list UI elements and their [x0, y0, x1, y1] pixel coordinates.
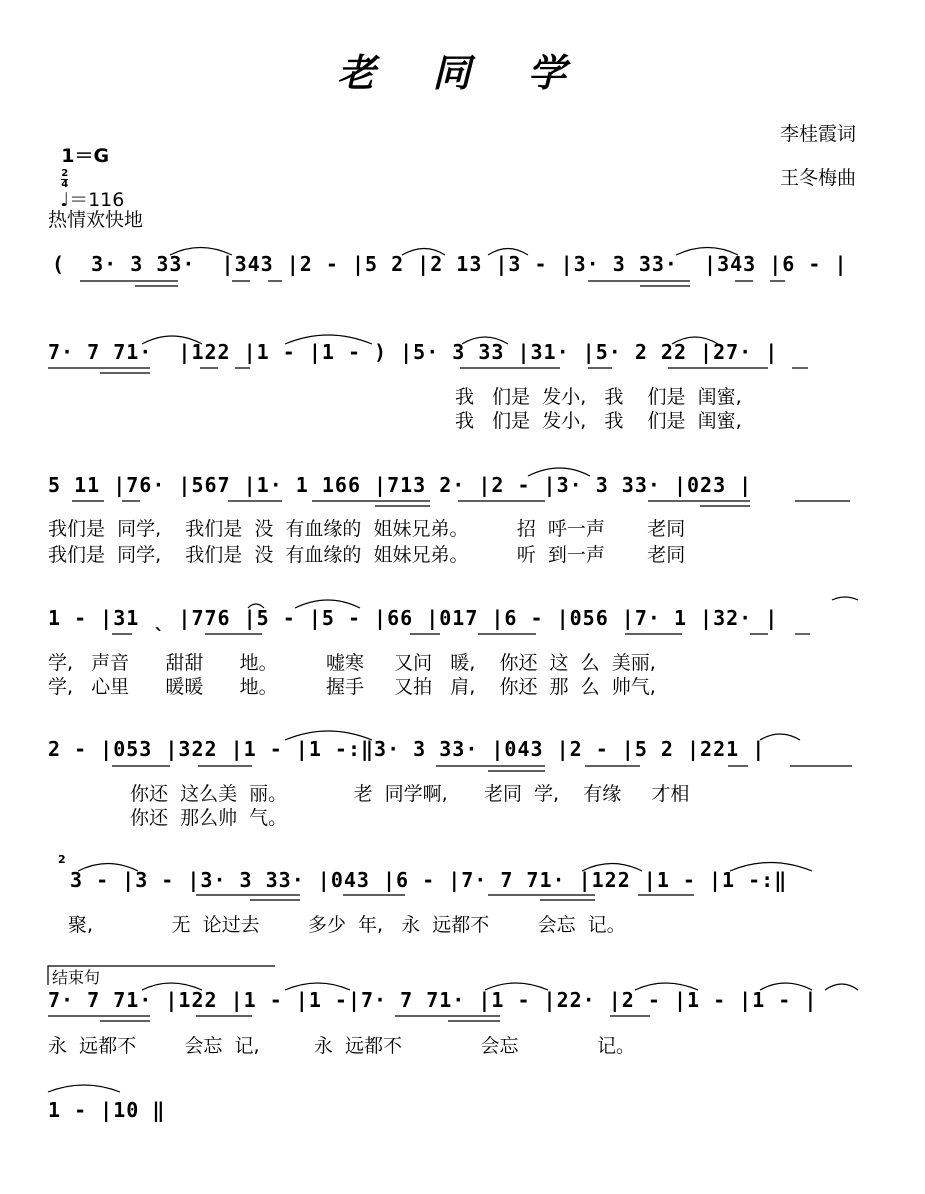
tempo-value: ＝116: [69, 189, 125, 211]
staff-line-1-notes: ( 3· 3 33· |343 |2 - |5 2 |2 13 |3 - |3· 3 33· |343 |6 - |: [52, 252, 848, 276]
staff-line-2-lyrics-1: 我 们是 发小, 我 们是 闺蜜,: [455, 386, 742, 408]
staff-line-3-lyrics-1: 我们是 同学, 我们是 没 有血缘的 姐妹兄弟。 招 呼一声 老同: [48, 518, 686, 540]
staff-line-7-notes: 7· 7 71· |122 |1 - |1 -|7· 7 71· |1 - |22· |2 - |1 - |1 - |: [48, 988, 818, 1012]
staff-line-5-lyrics-1: 你还 这么美 丽。 老 同学啊, 老同 学, 有缘 才相: [130, 783, 690, 805]
expression-marking: 热情欢快地: [48, 209, 144, 231]
staff-line-5-notes: 2 - |053 |322 |1 - |1 -:‖3· 3 33· |043 |2 - |5 2 |221 |: [48, 737, 766, 761]
key-label: 1＝G: [61, 145, 110, 167]
staff-line-6-notes: 3 - |3 - |3· 3 33· |043 |6 - |7· 7 71· |122 |1 - |1 -:‖: [70, 868, 788, 892]
staff-line-4-lyrics-1: 学, 声音 甜甜 地。 嘘寒 又问 暖, 你还 这 么 美丽,: [48, 652, 656, 674]
song-title: 老 同 学: [337, 50, 588, 95]
ending-label: 结束句: [52, 968, 101, 987]
staff-line-3-lyrics-2: 我们是 同学, 我们是 没 有血缘的 姐妹兄弟。 听 到一声 老同: [48, 544, 686, 566]
staff-line-7-lyrics-1: 永 远都不 会忘 记, 永 远都不 会忘 记。: [48, 1035, 635, 1057]
staff-line-5-lyrics-2: 你还 那么帅 气。: [130, 807, 288, 829]
staff-line-4-notes: 1 - |31 ˎ |776 |5 - |5 - |66 |017 |6 - |056 |7· 1 |32· |: [48, 606, 779, 630]
staff-line-2-lyrics-2: 我 们是 发小, 我 们是 闺蜜,: [455, 410, 742, 432]
composer-credit: 王冬梅曲: [780, 167, 857, 189]
staff-line-2-notes: 7· 7 71· |122 |1 - |1 - ) |5· 3 33 |31· |5· 2 22 |27· |: [48, 340, 779, 364]
staff-line-4-lyrics-2: 学, 心里 暖暖 地。 握手 又拍 肩, 你还 那 么 帅气,: [48, 676, 656, 698]
staff-line-8-notes: 1 - |10 ‖: [48, 1098, 166, 1122]
staff-line-3-notes: 5 11 |76· |567 |1· 1 166 |713 2· |2 - |3· 3 33· |023 |: [48, 473, 753, 497]
staff-line-6-lyrics-1: 聚, 无 论过去 多少 年, 永 远都不 会忘 记。: [68, 914, 626, 936]
time-signature: $\frac{2}{4}$: [61, 168, 69, 190]
quarter-note-icon: ♩: [60, 189, 70, 211]
grace-note: 2: [58, 853, 66, 866]
lyricist-credit: 李桂霞词: [780, 123, 857, 145]
